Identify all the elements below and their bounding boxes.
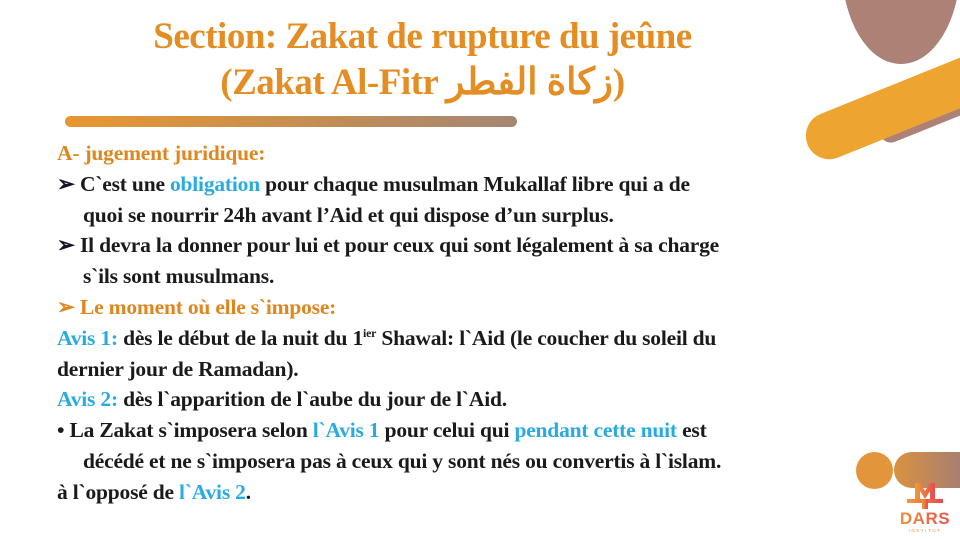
text-segment: décédé et ne s`imposera pas à ceux qui y sont nés ou convertis à l`islam. xyxy=(83,448,722,473)
text-segment: Avis 2: xyxy=(57,387,118,412)
text-segment: pour celui qui xyxy=(379,418,515,443)
text-line xyxy=(57,292,941,323)
corner-blob-shape xyxy=(842,0,960,64)
text-segment: Shawal: l`Aid (le coucher du soleil du xyxy=(376,325,717,350)
dars-logo-text: DARS xyxy=(893,510,957,527)
slide-title-line2: (Zakat Al-Fitr زكاة الفطر) xyxy=(220,62,625,103)
text-line xyxy=(57,261,941,292)
text-segment: • La Zakat s`imposera selon xyxy=(57,418,313,443)
text-line xyxy=(57,200,941,231)
text-line xyxy=(57,446,941,477)
text-segment: est xyxy=(676,418,707,443)
slide-title xyxy=(0,14,845,106)
text-segment: ➢ xyxy=(57,171,80,196)
text-segment: ier xyxy=(363,325,377,340)
text-segment: pour chaque musulman Mukallaf libre qui a de xyxy=(259,171,690,196)
text-line xyxy=(57,323,941,354)
text-segment: ➢ xyxy=(57,233,80,258)
text-segment: quoi se nourrir 24h avant l’Aid et qui dispose d’un surplus. xyxy=(83,202,614,227)
text-segment: dès l`apparition de l`aube du jour de l`Aid. xyxy=(117,387,507,412)
body-text xyxy=(57,138,941,508)
text-segment: ➢ Le moment où elle s`impose: xyxy=(57,294,337,319)
text-segment: pendant cette nuit xyxy=(514,418,677,443)
text-segment: dernier jour de Ramadan). xyxy=(57,356,299,381)
text-segment: s`ils sont musulmans. xyxy=(83,264,275,289)
text-line xyxy=(57,230,941,261)
text-segment: Il devra la donner pour lui et pour ceux qui sont légalement à sa charge xyxy=(80,233,719,258)
text-segment: à l`opposé de xyxy=(57,479,180,504)
text-segment: l`Avis 1 xyxy=(312,418,380,443)
text-line xyxy=(57,415,941,446)
text-line xyxy=(57,169,941,200)
text-line xyxy=(57,384,941,415)
text-line xyxy=(57,354,941,385)
text-segment: obligation xyxy=(169,171,260,196)
text-segment: . xyxy=(245,479,251,504)
text-segment: dès le début de la nuit du 1 xyxy=(117,325,363,350)
text-segment: C`est une xyxy=(80,171,170,196)
text-line xyxy=(57,138,941,169)
dars-logo xyxy=(893,483,957,533)
text-segment: l`Avis 2 xyxy=(179,479,246,504)
text-segment: A- jugement juridique: xyxy=(57,141,266,165)
text-line xyxy=(57,477,941,508)
dars-logo-subtext: INSTITUT xyxy=(908,528,942,533)
text-segment: Avis 1: xyxy=(57,325,118,350)
slide-title-line1: Section: Zakat de rupture du jeûne xyxy=(153,16,692,57)
title-underline xyxy=(65,116,517,127)
dars-logo-m-icon xyxy=(893,483,957,510)
